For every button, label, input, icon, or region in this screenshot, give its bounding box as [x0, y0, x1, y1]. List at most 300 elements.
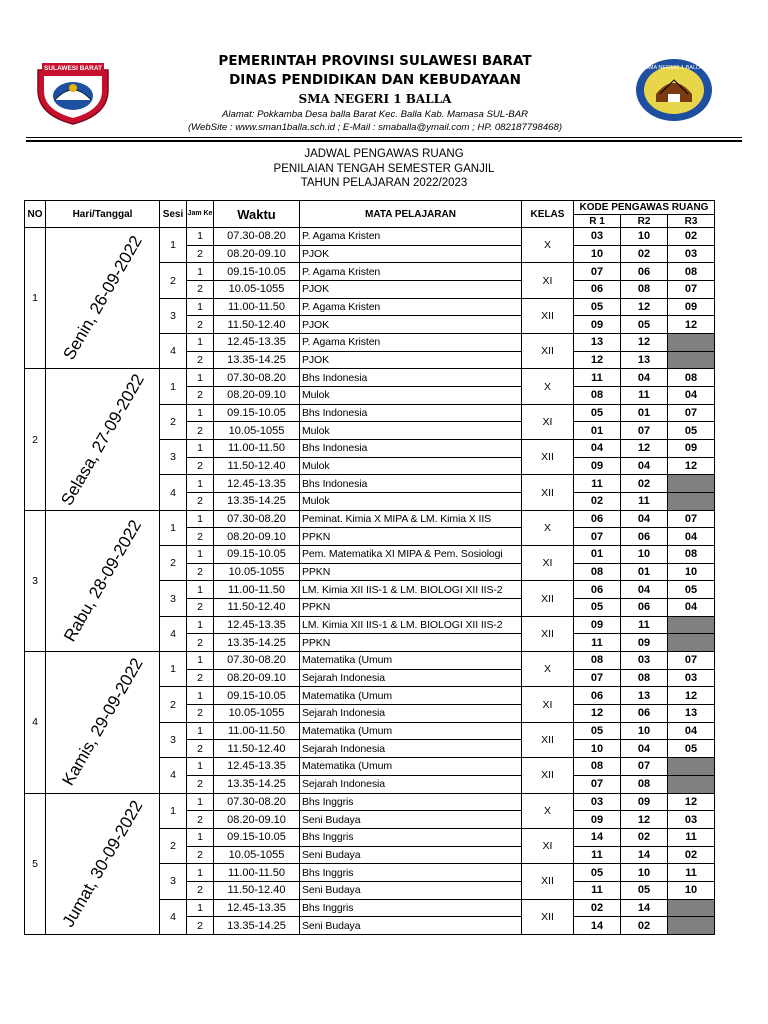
subject: P. Agama Kristen [300, 334, 522, 352]
proctor-code-r2: 10 [621, 228, 668, 246]
session-number: 3 [160, 298, 187, 333]
proctor-code-r1: 06 [574, 687, 621, 705]
jam-ke: 2 [187, 669, 214, 687]
proctor-code-r2: 05 [621, 881, 668, 899]
proctor-code-r3: 11 [668, 828, 715, 846]
proctor-code-r3: 02 [668, 228, 715, 246]
class-level: X [522, 510, 574, 545]
header-r2: R2 [621, 215, 668, 228]
proctor-code-r3: 09 [668, 440, 715, 458]
proctor-code-r3: 08 [668, 546, 715, 564]
subject: Sejarah Indonesia [300, 669, 522, 687]
day-number: 4 [25, 652, 46, 793]
proctor-code-r2: 02 [621, 828, 668, 846]
subject: Seni Budaya [300, 881, 522, 899]
proctor-code-r1: 11 [574, 846, 621, 864]
session-number: 4 [160, 334, 187, 369]
proctor-code-r1: 06 [574, 510, 621, 528]
proctor-code-r2: 04 [621, 581, 668, 599]
subject: Seni Budaya [300, 846, 522, 864]
proctor-code-r1: 11 [574, 475, 621, 493]
subject: PJOK [300, 351, 522, 369]
proctor-code-r3 [668, 634, 715, 652]
jam-ke: 2 [187, 705, 214, 723]
day-date-label: Kamis, 29-09-2022 [57, 655, 147, 790]
time-range: 07.30-08.20 [214, 228, 300, 246]
subject: Seni Budaya [300, 811, 522, 829]
session-number: 1 [160, 369, 187, 404]
proctor-code-r1: 08 [574, 652, 621, 670]
session-number: 3 [160, 722, 187, 757]
subject: PJOK [300, 316, 522, 334]
proctor-code-r3 [668, 775, 715, 793]
class-level: X [522, 793, 574, 828]
subject: Mulok [300, 422, 522, 440]
class-level: XII [522, 334, 574, 369]
subject: PJOK [300, 245, 522, 263]
proctor-code-r2: 04 [621, 369, 668, 387]
proctor-code-r3 [668, 351, 715, 369]
proctor-code-r2: 12 [621, 440, 668, 458]
proctor-code-r2: 06 [621, 705, 668, 723]
proctor-code-r1: 13 [574, 334, 621, 352]
day-date-cell [46, 510, 160, 651]
class-level: XI [522, 546, 574, 581]
time-range: 12.45-13.35 [214, 616, 300, 634]
proctor-code-r1: 01 [574, 422, 621, 440]
time-range: 07.30-08.20 [214, 652, 300, 670]
subject: Matematika (Umum [300, 652, 522, 670]
proctor-code-r3: 05 [668, 740, 715, 758]
jam-ke: 2 [187, 528, 214, 546]
jam-ke: 1 [187, 793, 214, 811]
time-range: 07.30-08.20 [214, 793, 300, 811]
proctor-code-r3: 12 [668, 687, 715, 705]
proctor-code-r2: 14 [621, 899, 668, 917]
time-range: 08.20-09.10 [214, 528, 300, 546]
subject: Mulok [300, 387, 522, 405]
proctor-code-r3: 09 [668, 298, 715, 316]
proctor-code-r2: 11 [621, 616, 668, 634]
subject: Bhs Indonesia [300, 404, 522, 422]
jam-ke: 2 [187, 316, 214, 334]
jam-ke: 2 [187, 563, 214, 581]
proctor-code-r3: 04 [668, 528, 715, 546]
subject: Mulok [300, 493, 522, 511]
logo-right-text: SMA NEGERI 1 BALLA [645, 65, 703, 71]
proctor-code-r2: 12 [621, 811, 668, 829]
time-range: 13.35-14.25 [214, 351, 300, 369]
proctor-code-r3 [668, 616, 715, 634]
proctor-code-r2: 06 [621, 599, 668, 617]
title-line2: PENILAIAN TENGAH SEMESTER GANJIL [273, 162, 495, 175]
time-range: 07.30-08.20 [214, 510, 300, 528]
jam-ke: 1 [187, 581, 214, 599]
jam-ke: 2 [187, 740, 214, 758]
subject: Bhs Indonesia [300, 440, 522, 458]
proctor-code-r1: 09 [574, 457, 621, 475]
proctor-code-r2: 03 [621, 652, 668, 670]
proctor-code-r1: 06 [574, 281, 621, 299]
subject: Pem. Matematika XI MIPA & Pem. Sosiologi [300, 546, 522, 564]
jam-ke: 1 [187, 369, 214, 387]
proctor-code-r1: 05 [574, 864, 621, 882]
subject: Matematika (Umum [300, 722, 522, 740]
jam-ke: 2 [187, 387, 214, 405]
class-level: X [522, 652, 574, 687]
header-kelas: KELAS [522, 201, 574, 228]
proctor-code-r1: 09 [574, 616, 621, 634]
time-range: 13.35-14.25 [214, 775, 300, 793]
subject: P. Agama Kristen [300, 298, 522, 316]
school-logo-icon [634, 58, 714, 122]
jam-ke: 1 [187, 828, 214, 846]
jam-ke: 1 [187, 263, 214, 281]
class-level: XII [522, 440, 574, 475]
class-level: XII [522, 616, 574, 651]
jam-ke: 2 [187, 493, 214, 511]
time-range: 12.45-13.35 [214, 334, 300, 352]
table-row [25, 793, 715, 811]
proctor-code-r1: 14 [574, 828, 621, 846]
proctor-code-r2: 08 [621, 281, 668, 299]
proctor-code-r3: 05 [668, 581, 715, 599]
table-row [25, 369, 715, 387]
proctor-code-r3: 03 [668, 245, 715, 263]
time-range: 13.35-14.25 [214, 917, 300, 935]
letterhead-contact: (WebSite : www.sman1balla.sch.id ; E-Mail : smaballa@ymail.com ; HP. 082187798468) [187, 122, 563, 133]
time-range: 11.50-12.40 [214, 316, 300, 334]
day-date-cell [46, 369, 160, 510]
session-number: 2 [160, 687, 187, 722]
time-range: 11.00-11.50 [214, 581, 300, 599]
proctor-code-r2: 08 [621, 669, 668, 687]
proctor-code-r1: 04 [574, 440, 621, 458]
proctor-code-r3: 10 [668, 563, 715, 581]
jam-ke: 1 [187, 652, 214, 670]
letterhead-line1: PEMERINTAH PROVINSI SULAWESI BARAT [218, 53, 532, 69]
class-level: XII [522, 864, 574, 899]
class-level: XII [522, 899, 574, 934]
proctor-code-r1: 07 [574, 775, 621, 793]
proctor-code-r1: 02 [574, 899, 621, 917]
jam-ke: 2 [187, 351, 214, 369]
jam-ke: 2 [187, 881, 214, 899]
subject: P. Agama Kristen [300, 228, 522, 246]
class-level: XI [522, 404, 574, 439]
class-level: XII [522, 581, 574, 616]
jam-ke: 1 [187, 404, 214, 422]
class-level: XI [522, 828, 574, 863]
jam-ke: 1 [187, 228, 214, 246]
proctor-code-r2: 10 [621, 864, 668, 882]
proctor-code-r3: 05 [668, 422, 715, 440]
time-range: 12.45-13.35 [214, 758, 300, 776]
subject: Sejarah Indonesia [300, 705, 522, 723]
header-hari: Hari/Tanggal [46, 201, 160, 228]
day-date-label: Rabu, 28-09-2022 [59, 516, 145, 645]
header-waktu: Waktu [214, 201, 300, 228]
jam-ke: 2 [187, 457, 214, 475]
time-range: 10.05-1055 [214, 281, 300, 299]
proctor-code-r2: 09 [621, 793, 668, 811]
session-number: 4 [160, 616, 187, 651]
class-level: XII [522, 758, 574, 793]
subject: PPKN [300, 563, 522, 581]
session-number: 3 [160, 440, 187, 475]
letterhead-school: SMA NEGERI 1 BALLA [298, 92, 452, 106]
time-range: 11.00-11.50 [214, 440, 300, 458]
class-level: X [522, 369, 574, 404]
proctor-code-r3: 13 [668, 705, 715, 723]
time-range: 12.45-13.35 [214, 899, 300, 917]
jam-ke: 2 [187, 775, 214, 793]
subject: Bhs Indonesia [300, 475, 522, 493]
session-number: 2 [160, 404, 187, 439]
jam-ke: 1 [187, 899, 214, 917]
jam-ke: 2 [187, 917, 214, 935]
day-date-label: Senin, 26-09-2022 [58, 232, 146, 364]
jam-ke: 1 [187, 758, 214, 776]
session-number: 2 [160, 828, 187, 863]
jam-ke: 1 [187, 616, 214, 634]
proctor-code-r1: 09 [574, 316, 621, 334]
proctor-code-r1: 05 [574, 599, 621, 617]
proctor-code-r3: 12 [668, 316, 715, 334]
proctor-code-r2: 04 [621, 510, 668, 528]
time-range: 13.35-14.25 [214, 493, 300, 511]
time-range: 11.50-12.40 [214, 740, 300, 758]
schedule-body [25, 228, 715, 935]
proctor-code-r1: 14 [574, 917, 621, 935]
jam-ke: 2 [187, 281, 214, 299]
proctor-code-r2: 05 [621, 316, 668, 334]
proctor-code-r1: 02 [574, 493, 621, 511]
proctor-code-r3 [668, 334, 715, 352]
proctor-code-r1: 01 [574, 546, 621, 564]
time-range: 10.05-1055 [214, 563, 300, 581]
proctor-code-r1: 12 [574, 705, 621, 723]
time-range: 11.00-11.50 [214, 864, 300, 882]
jam-ke: 2 [187, 245, 214, 263]
time-range: 10.05-1055 [214, 705, 300, 723]
proctor-code-r1: 03 [574, 228, 621, 246]
proctor-code-r3: 11 [668, 864, 715, 882]
proctor-code-r3: 07 [668, 281, 715, 299]
proctor-code-r3: 03 [668, 669, 715, 687]
day-date-label: Selasa, 27-09-2022 [56, 370, 148, 509]
proctor-code-r3: 03 [668, 811, 715, 829]
letterhead-address: Alamat: Pokkamba Desa balla Barat Kec. Balla Kab. Mamasa SUL-BAR [221, 109, 529, 120]
jam-ke: 1 [187, 546, 214, 564]
title-line3: TAHUN PELAJARAN 2022/2023 [300, 177, 468, 189]
proctor-code-r1: 05 [574, 298, 621, 316]
proctor-code-r2: 12 [621, 334, 668, 352]
header-jam [187, 201, 214, 228]
time-range: 11.00-11.50 [214, 722, 300, 740]
time-range: 09.15-10.05 [214, 404, 300, 422]
subject: Bhs Inggris [300, 864, 522, 882]
jam-ke: 2 [187, 634, 214, 652]
subject: PPKN [300, 634, 522, 652]
header-jam-label: Jam Ke [187, 210, 213, 217]
session-number: 2 [160, 546, 187, 581]
proctor-code-r2: 10 [621, 546, 668, 564]
session-number: 3 [160, 864, 187, 899]
class-level: XI [522, 263, 574, 298]
proctor-code-r1: 06 [574, 581, 621, 599]
proctor-code-r1: 10 [574, 245, 621, 263]
proctor-code-r2: 06 [621, 263, 668, 281]
proctor-code-r1: 08 [574, 758, 621, 776]
header-mapel: MATA PELAJARAN [300, 201, 522, 228]
proctor-code-r1: 12 [574, 351, 621, 369]
subject: PPKN [300, 599, 522, 617]
day-number: 5 [25, 793, 46, 934]
proctor-code-r1: 08 [574, 563, 621, 581]
subject: Sejarah Indonesia [300, 740, 522, 758]
day-date-cell [46, 652, 160, 793]
proctor-code-r2: 04 [621, 740, 668, 758]
proctor-code-r3: 04 [668, 599, 715, 617]
proctor-code-r1: 07 [574, 669, 621, 687]
session-number: 2 [160, 263, 187, 298]
time-range: 07.30-08.20 [214, 369, 300, 387]
header-r3: R3 [668, 215, 715, 228]
proctor-code-r1: 05 [574, 404, 621, 422]
table-row [25, 510, 715, 528]
time-range: 11.50-12.40 [214, 599, 300, 617]
time-range: 11.50-12.40 [214, 457, 300, 475]
session-number: 3 [160, 581, 187, 616]
header-r1: R 1 [574, 215, 621, 228]
subject: LM. Kimia XII IIS-1 & LM. BIOLOGI XII IIS-2 [300, 616, 522, 634]
class-level: X [522, 228, 574, 263]
proctor-code-r2: 13 [621, 687, 668, 705]
class-level: XII [522, 722, 574, 757]
proctor-code-r2: 01 [621, 404, 668, 422]
jam-ke: 1 [187, 334, 214, 352]
time-range: 08.20-09.10 [214, 245, 300, 263]
jam-ke: 1 [187, 864, 214, 882]
proctor-code-r2: 06 [621, 528, 668, 546]
session-number: 1 [160, 652, 187, 687]
time-range: 09.15-10.05 [214, 263, 300, 281]
proctor-code-r2: 08 [621, 775, 668, 793]
time-range: 11.00-11.50 [214, 298, 300, 316]
subject: Bhs Inggris [300, 828, 522, 846]
time-range: 08.20-09.10 [214, 387, 300, 405]
proctor-code-r3 [668, 493, 715, 511]
day-number: 1 [25, 228, 46, 369]
letterhead-rule-thick [26, 140, 742, 142]
jam-ke: 2 [187, 422, 214, 440]
session-number: 4 [160, 899, 187, 934]
day-date-cell [46, 793, 160, 934]
class-level: XII [522, 475, 574, 510]
proctor-code-r1: 03 [574, 793, 621, 811]
jam-ke: 2 [187, 846, 214, 864]
subject: Bhs Inggris [300, 793, 522, 811]
proctor-code-r2: 09 [621, 634, 668, 652]
subject: P. Agama Kristen [300, 263, 522, 281]
jam-ke: 1 [187, 298, 214, 316]
proctor-code-r2: 07 [621, 422, 668, 440]
proctor-code-r1: 10 [574, 740, 621, 758]
subject: PPKN [300, 528, 522, 546]
time-range: 09.15-10.05 [214, 828, 300, 846]
proctor-code-r3: 04 [668, 722, 715, 740]
proctor-code-r2: 01 [621, 563, 668, 581]
subject: PJOK [300, 281, 522, 299]
jam-ke: 1 [187, 475, 214, 493]
letterhead-text [120, 52, 630, 134]
jam-ke: 1 [187, 687, 214, 705]
jam-ke: 1 [187, 440, 214, 458]
schedule-table [24, 200, 715, 935]
proctor-code-r3 [668, 758, 715, 776]
subject: LM. Kimia XII IIS-1 & LM. BIOLOGI XII IIS-2 [300, 581, 522, 599]
proctor-code-r2: 13 [621, 351, 668, 369]
table-row [25, 652, 715, 670]
proctor-code-r3: 07 [668, 510, 715, 528]
proctor-code-r3: 08 [668, 369, 715, 387]
proctor-code-r1: 09 [574, 811, 621, 829]
subject: Matematika (Umum [300, 758, 522, 776]
proctor-code-r1: 05 [574, 722, 621, 740]
proctor-code-r2: 02 [621, 917, 668, 935]
proctor-code-r3: 12 [668, 793, 715, 811]
subject: Seni Budaya [300, 917, 522, 935]
letterhead-line2: DINAS PENDIDIKAN DAN KEBUDAYAAN [229, 72, 521, 88]
jam-ke: 2 [187, 811, 214, 829]
subject: Mulok [300, 457, 522, 475]
class-level: XII [522, 298, 574, 333]
time-range: 10.05-1055 [214, 846, 300, 864]
letterhead-rule [26, 137, 742, 138]
header-no: NO [25, 201, 46, 228]
proctor-code-r2: 02 [621, 245, 668, 263]
proctor-code-r3: 12 [668, 457, 715, 475]
jam-ke: 1 [187, 510, 214, 528]
table-row [25, 228, 715, 246]
header-sesi: Sesi [160, 201, 187, 228]
sulawesi-barat-emblem-icon [30, 60, 116, 126]
session-number: 4 [160, 758, 187, 793]
day-date-cell [46, 228, 160, 369]
proctor-code-r2: 10 [621, 722, 668, 740]
proctor-code-r1: 08 [574, 387, 621, 405]
proctor-code-r1: 11 [574, 369, 621, 387]
session-number: 1 [160, 793, 187, 828]
proctor-code-r1: 11 [574, 634, 621, 652]
proctor-code-r3 [668, 917, 715, 935]
proctor-code-r3 [668, 899, 715, 917]
jam-ke: 2 [187, 599, 214, 617]
subject: Peminat. Kimia X MIPA & LM. Kimia X IIS [300, 510, 522, 528]
proctor-code-r1: 07 [574, 263, 621, 281]
proctor-code-r2: 12 [621, 298, 668, 316]
proctor-code-r2: 11 [621, 387, 668, 405]
proctor-code-r3 [668, 475, 715, 493]
day-number: 2 [25, 369, 46, 510]
title-line1: JADWAL PENGAWAS RUANG [304, 148, 464, 160]
day-date-label: Jumat, 30-09-2022 [58, 796, 146, 930]
jam-ke: 1 [187, 722, 214, 740]
session-number: 4 [160, 475, 187, 510]
proctor-code-r2: 14 [621, 846, 668, 864]
time-range: 12.45-13.35 [214, 475, 300, 493]
